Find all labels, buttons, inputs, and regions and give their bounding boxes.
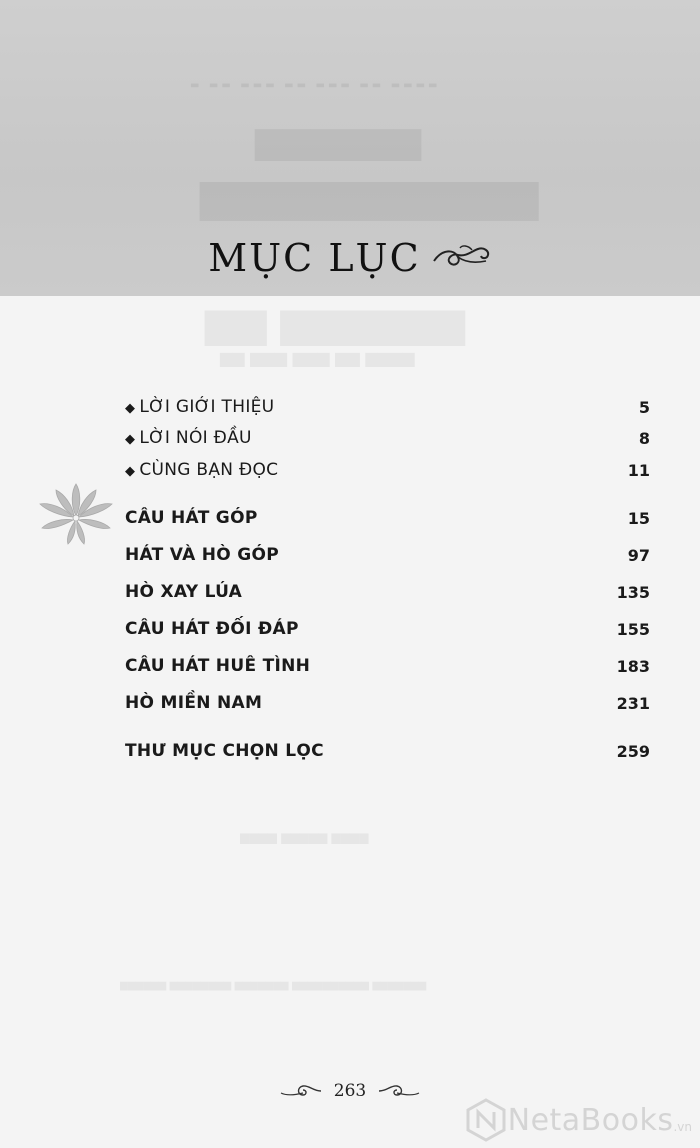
diamond-bullet-icon: ◆ (125, 432, 136, 447)
toc-entry-label: LỜI NÓI ĐẦU (139, 428, 252, 448)
show-through-text: ▆▆ ▆▆▆ ▆▆▆ ▆▆ ▆▆▆▆ (220, 348, 415, 367)
toc-entry-label: HÁT VÀ HÒ GÓP (125, 545, 280, 565)
left-scroll-icon (279, 1083, 323, 1099)
watermark-suffix: .vn (673, 1120, 692, 1134)
show-through-text: ▆▆▆▆▆▆ ▆▆▆▆▆▆▆▆ ▆▆▆▆▆▆▆ ▆▆▆▆▆▆▆▆▆▆ ▆▆▆▆▆▆▆ (120, 980, 427, 991)
toc-entry-page: 5 (638, 397, 650, 417)
toc-header (0, 236, 700, 280)
toc-entry[interactable] (125, 504, 650, 532)
toc-entry-label: CÂU HÁT GÓP (125, 508, 258, 528)
toc-entry-label: HÒ MIỀN NAM (125, 693, 263, 713)
diamond-bullet-icon: ◆ (125, 401, 136, 416)
show-through-text: ▆▆ ▆▆▆▆▆▆ (205, 300, 466, 346)
toc-entry-page: 15 (627, 508, 650, 528)
toc-entry-label: CÂU HÁT HUÊ TÌNH (125, 656, 311, 676)
toc-entry[interactable] (125, 393, 650, 421)
page-number: 263 (333, 1080, 367, 1101)
show-through-text: ▬ ▬▬ ▬▬▬ ▬▬ ▬▬▬ ▬▬ ▬▬▬▬ (190, 80, 441, 91)
toc-entry[interactable] (125, 541, 650, 569)
toc-entry-page: 11 (627, 460, 650, 480)
toc-entry[interactable] (125, 578, 650, 606)
netabooks-logo-icon (464, 1098, 508, 1142)
show-through-text: ▆▆▆▆ ▆▆▆▆▆ ▆▆▆▆ (240, 830, 369, 844)
toc-entry-label: CÙNG BẠN ĐỌC (139, 460, 279, 480)
toc-entry-page: 231 (616, 693, 650, 713)
scroll-flourish-icon (432, 241, 492, 275)
toc-entry-page: 97 (627, 545, 650, 565)
toc-entry[interactable] (125, 689, 650, 717)
page-title: MỤC LỤC (208, 236, 421, 280)
toc-entry-label: CÂU HÁT ĐỐI ĐÁP (125, 619, 299, 639)
show-through-text: ▆▆▆▆▆▆▆▆▆▆ (200, 170, 539, 221)
toc-entry[interactable] (125, 456, 650, 484)
toc-entry-page: 155 (616, 619, 650, 639)
watermark-brand: NetaBooks (507, 1102, 674, 1138)
show-through-text: ▆▆▆▆▆▆ (255, 120, 422, 161)
toc-entry-page: 183 (616, 656, 650, 676)
toc-entry-label: THƯ MỤC CHỌN LỌC (125, 741, 324, 761)
toc-entry-label: HÒ XAY LÚA (125, 582, 243, 602)
watermark (464, 1098, 692, 1142)
toc-entry-label: LỜI GIỚI THIỆU (139, 397, 275, 417)
toc-entry-page: 135 (616, 582, 650, 602)
toc-entry-page: 8 (638, 428, 650, 448)
toc-entry-page: 259 (616, 741, 650, 761)
lotus-ornament-icon (36, 482, 116, 550)
toc-entry[interactable] (125, 615, 650, 643)
toc-entry[interactable] (125, 652, 650, 680)
toc-entry[interactable] (125, 424, 650, 452)
right-scroll-icon (377, 1083, 421, 1099)
toc-entry[interactable] (125, 737, 650, 765)
diamond-bullet-icon: ◆ (125, 464, 136, 479)
